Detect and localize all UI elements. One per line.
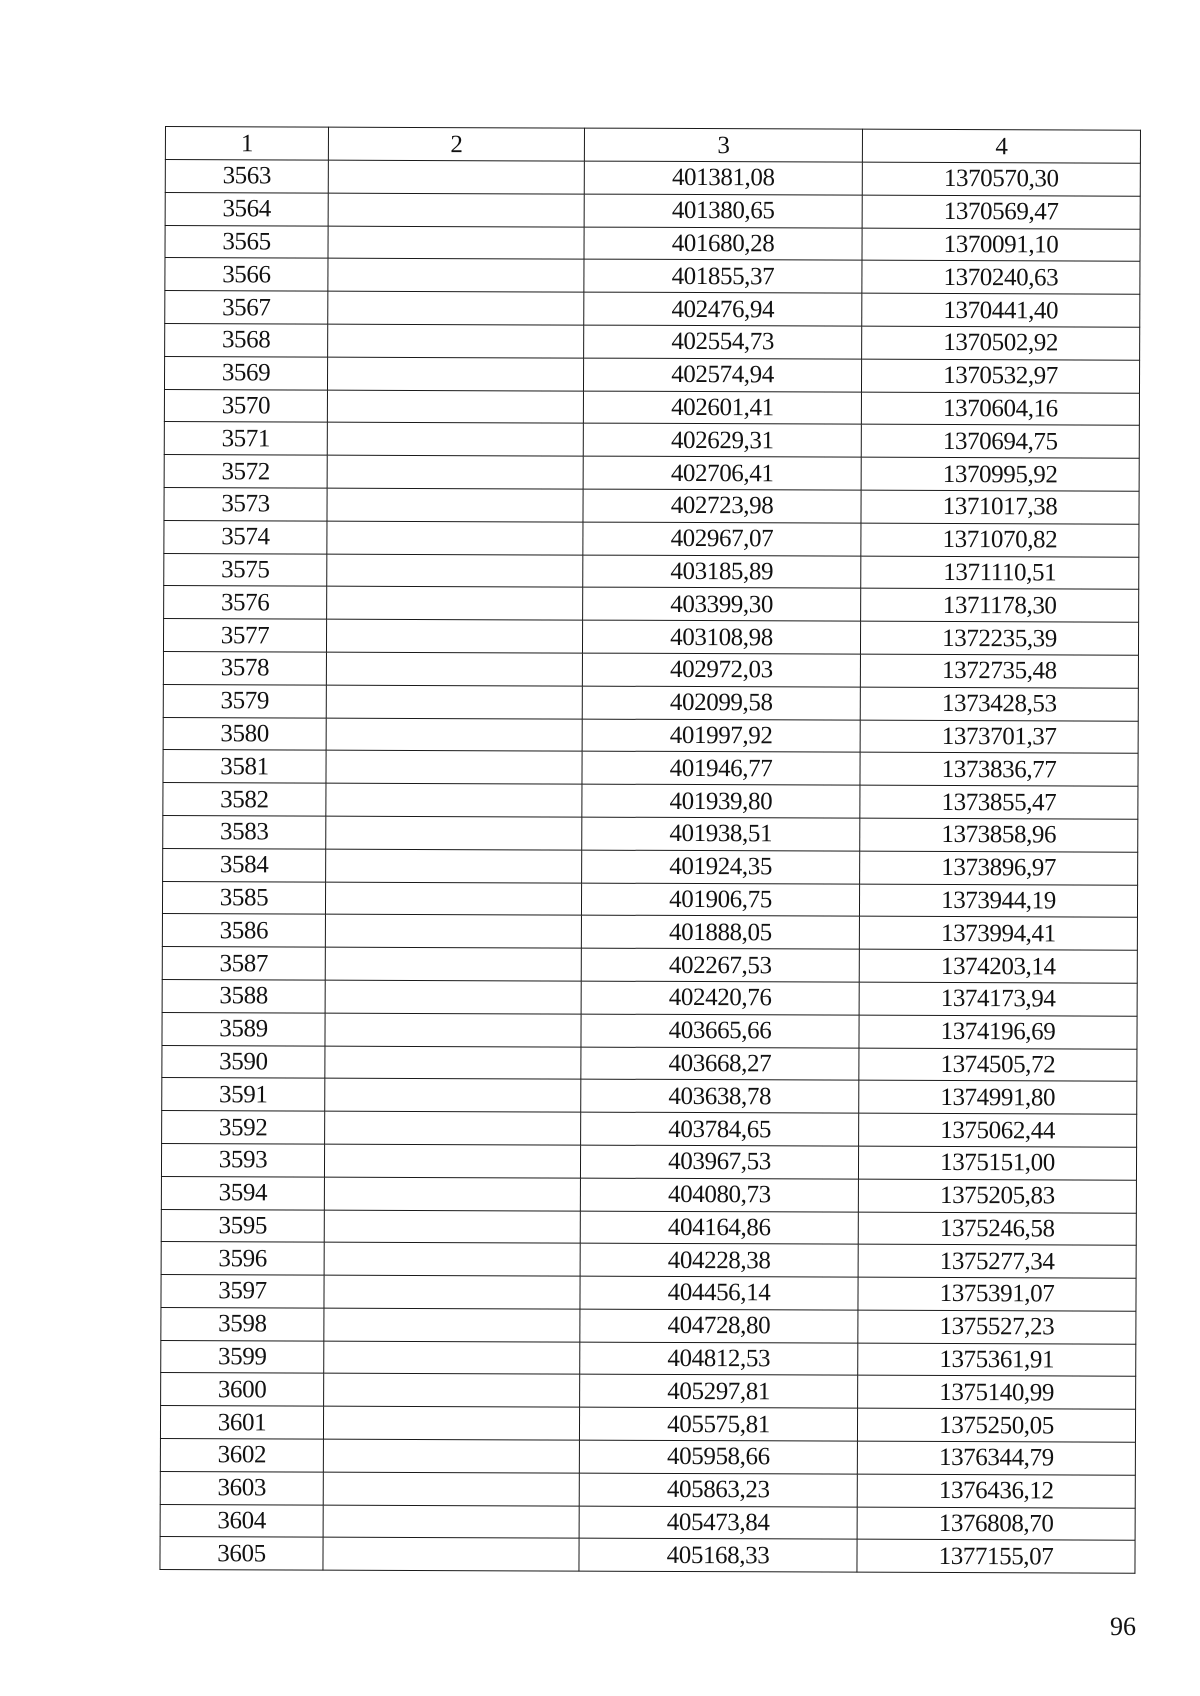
empty-cell	[326, 718, 582, 752]
x-coordinate-cell: 403185,89	[583, 555, 861, 589]
table-row	[164, 520, 1139, 557]
empty-cell	[325, 914, 581, 948]
point-number-cell: 3602	[160, 1439, 323, 1472]
empty-cell	[327, 586, 583, 620]
empty-cell	[326, 816, 582, 850]
table-row	[163, 783, 1138, 820]
table-row	[162, 914, 1137, 951]
point-number-cell: 3603	[160, 1471, 323, 1504]
empty-cell	[323, 1472, 579, 1506]
y-coordinate-cell: 1370569,47	[862, 195, 1140, 229]
point-number-cell: 3565	[165, 225, 328, 258]
x-coordinate-cell: 401906,75	[581, 883, 859, 917]
x-coordinate-cell: 402972,03	[582, 653, 860, 687]
point-number-cell: 3596	[161, 1242, 324, 1275]
y-coordinate-cell: 1373855,47	[860, 785, 1138, 819]
x-coordinate-cell: 402099,58	[582, 686, 860, 720]
point-number-cell: 3601	[160, 1406, 323, 1439]
point-number-cell: 3591	[162, 1078, 325, 1111]
empty-cell	[326, 783, 582, 817]
table-row	[165, 291, 1140, 328]
y-coordinate-cell: 1370240,63	[862, 261, 1140, 295]
empty-cell	[324, 1242, 580, 1276]
point-number-cell: 3589	[162, 1012, 325, 1045]
point-number-cell: 3577	[163, 619, 326, 652]
empty-cell	[325, 1078, 581, 1112]
empty-cell	[327, 521, 583, 555]
point-number-cell: 3604	[160, 1504, 323, 1537]
x-coordinate-cell: 401680,28	[584, 227, 862, 261]
y-coordinate-cell: 1375140,99	[858, 1376, 1136, 1410]
x-coordinate-cell: 401855,37	[584, 260, 862, 294]
y-coordinate-cell: 1375361,91	[858, 1343, 1136, 1377]
y-coordinate-cell: 1373836,77	[860, 753, 1138, 787]
y-coordinate-cell: 1375151,00	[858, 1146, 1136, 1180]
x-coordinate-cell: 403967,53	[580, 1145, 858, 1179]
x-coordinate-cell: 402554,73	[584, 325, 862, 359]
empty-cell	[325, 980, 581, 1014]
point-number-cell: 3570	[164, 389, 327, 422]
table-row	[161, 1209, 1136, 1246]
y-coordinate-cell: 1371178,30	[861, 589, 1139, 623]
empty-cell	[328, 160, 584, 194]
x-coordinate-cell: 401938,51	[582, 817, 860, 851]
y-coordinate-cell: 1370604,16	[861, 392, 1139, 426]
x-coordinate-cell: 404728,80	[580, 1309, 858, 1343]
empty-cell	[323, 1439, 579, 1473]
x-coordinate-cell: 403668,27	[581, 1047, 859, 1081]
y-coordinate-cell: 1375205,83	[858, 1179, 1136, 1213]
point-number-cell: 3571	[164, 422, 327, 455]
table-row	[160, 1504, 1135, 1541]
x-coordinate-cell: 404164,86	[580, 1211, 858, 1245]
point-number-cell: 3600	[161, 1373, 324, 1406]
y-coordinate-cell: 1376344,79	[857, 1441, 1135, 1475]
table-row	[162, 1078, 1137, 1115]
y-coordinate-cell: 1374196,69	[859, 1015, 1137, 1049]
column-header-1: 1	[165, 127, 328, 161]
x-coordinate-cell: 402629,31	[583, 423, 861, 457]
point-number-cell: 3583	[163, 815, 326, 848]
table-row	[164, 487, 1139, 524]
y-coordinate-cell: 1374203,14	[859, 949, 1137, 983]
y-coordinate-cell: 1372235,39	[860, 621, 1138, 655]
x-coordinate-cell: 401939,80	[582, 784, 860, 818]
x-coordinate-cell: 401924,35	[582, 850, 860, 884]
table-row	[160, 1406, 1135, 1443]
point-number-cell: 3563	[165, 160, 328, 193]
point-number-cell: 3594	[161, 1176, 324, 1209]
y-coordinate-cell: 1376808,70	[857, 1507, 1135, 1541]
table-body	[160, 160, 1140, 1574]
table-row	[165, 225, 1140, 262]
point-number-cell: 3568	[165, 323, 328, 356]
y-coordinate-cell: 1373858,96	[860, 818, 1138, 852]
table-row	[163, 750, 1138, 787]
table-row	[164, 389, 1139, 426]
x-coordinate-cell: 402574,94	[583, 358, 861, 392]
x-coordinate-cell: 405958,66	[579, 1440, 857, 1474]
y-coordinate-cell: 1376436,12	[857, 1474, 1135, 1508]
y-coordinate-cell: 1370570,30	[862, 162, 1140, 196]
point-number-cell: 3572	[164, 455, 327, 488]
table-row	[161, 1307, 1136, 1344]
y-coordinate-cell: 1374173,94	[859, 982, 1137, 1016]
x-coordinate-cell: 404456,14	[580, 1276, 858, 1310]
point-number-cell: 3566	[165, 258, 328, 291]
table-row	[162, 979, 1137, 1016]
y-coordinate-cell: 1371017,38	[861, 490, 1139, 524]
point-number-cell: 3574	[164, 520, 327, 553]
x-coordinate-cell: 403399,30	[583, 587, 861, 621]
table-row	[164, 422, 1139, 459]
y-coordinate-cell: 1375391,07	[858, 1277, 1136, 1311]
empty-cell	[325, 1111, 581, 1145]
table-row	[163, 717, 1138, 754]
y-coordinate-cell: 1373944,19	[859, 884, 1137, 918]
page-number: 96	[1110, 1612, 1136, 1641]
x-coordinate-cell: 402601,41	[583, 391, 861, 425]
table-row	[165, 323, 1140, 360]
table-row	[164, 455, 1139, 492]
empty-cell	[327, 488, 583, 522]
x-coordinate-cell: 401381,08	[584, 161, 862, 195]
empty-cell	[327, 357, 583, 391]
point-number-cell: 3593	[161, 1143, 324, 1176]
table-row	[160, 1439, 1135, 1476]
point-number-cell: 3586	[162, 914, 325, 947]
table-row	[165, 192, 1140, 229]
table-row	[162, 1111, 1137, 1148]
y-coordinate-cell: 1371070,82	[861, 523, 1139, 557]
header-row	[165, 127, 1140, 164]
x-coordinate-cell: 403784,65	[581, 1112, 859, 1146]
x-coordinate-cell: 403665,66	[581, 1014, 859, 1048]
x-coordinate-cell: 402706,41	[583, 456, 861, 490]
y-coordinate-cell: 1373428,53	[860, 687, 1138, 721]
point-number-cell: 3590	[162, 1045, 325, 1078]
point-number-cell: 3598	[161, 1307, 324, 1340]
point-number-cell: 3605	[160, 1537, 323, 1570]
column-header-2: 2	[328, 127, 584, 161]
empty-cell	[327, 423, 583, 457]
empty-cell	[323, 1505, 579, 1539]
point-number-cell: 3584	[163, 848, 326, 881]
point-number-cell: 3581	[163, 750, 326, 783]
table-row	[160, 1537, 1135, 1574]
table-row	[162, 1045, 1137, 1082]
y-coordinate-cell: 1375062,44	[859, 1113, 1137, 1147]
point-number-cell: 3599	[161, 1340, 324, 1373]
y-coordinate-cell: 1370441,40	[862, 293, 1140, 327]
empty-cell	[324, 1275, 580, 1309]
empty-cell	[323, 1406, 579, 1440]
point-number-cell: 3597	[161, 1275, 324, 1308]
table-row	[165, 160, 1140, 197]
x-coordinate-cell: 402267,53	[581, 948, 859, 982]
x-coordinate-cell: 401997,92	[582, 719, 860, 753]
x-coordinate-cell: 405863,23	[579, 1473, 857, 1507]
x-coordinate-cell: 404812,53	[580, 1342, 858, 1376]
point-number-cell: 3580	[163, 717, 326, 750]
empty-cell	[325, 1013, 581, 1047]
y-coordinate-cell: 1374991,80	[859, 1080, 1137, 1114]
y-coordinate-cell: 1370532,97	[861, 359, 1139, 393]
table-row	[161, 1242, 1136, 1279]
x-coordinate-cell: 401380,65	[584, 194, 862, 228]
point-number-cell: 3579	[163, 684, 326, 717]
table-row	[162, 881, 1137, 918]
y-coordinate-cell: 1375527,23	[858, 1310, 1136, 1344]
table-row	[164, 356, 1139, 393]
point-number-cell: 3588	[162, 979, 325, 1012]
empty-cell	[326, 849, 582, 883]
y-coordinate-cell: 1375250,05	[857, 1408, 1135, 1442]
table-header	[165, 127, 1140, 164]
empty-cell	[324, 1374, 580, 1408]
x-coordinate-cell: 403108,98	[582, 620, 860, 654]
empty-cell	[328, 259, 584, 293]
empty-cell	[328, 226, 584, 260]
y-coordinate-cell: 1370502,92	[862, 326, 1140, 360]
empty-cell	[325, 882, 581, 916]
point-number-cell: 3582	[163, 783, 326, 816]
empty-cell	[326, 619, 582, 653]
empty-cell	[327, 390, 583, 424]
table-row	[160, 1471, 1135, 1508]
x-coordinate-cell: 404080,73	[580, 1178, 858, 1212]
empty-cell	[324, 1144, 580, 1178]
table-row	[163, 651, 1138, 688]
table-row	[163, 619, 1138, 656]
table-row	[163, 684, 1138, 721]
empty-cell	[324, 1341, 580, 1375]
y-coordinate-cell: 1375246,58	[858, 1212, 1136, 1246]
table-row	[161, 1143, 1136, 1180]
y-coordinate-cell: 1370694,75	[861, 425, 1139, 459]
empty-cell	[327, 554, 583, 588]
y-coordinate-cell: 1370995,92	[861, 457, 1139, 491]
coordinates-table	[159, 126, 1141, 1574]
empty-cell	[328, 324, 584, 358]
empty-cell	[327, 455, 583, 489]
x-coordinate-cell: 402967,07	[583, 522, 861, 556]
x-coordinate-cell: 402723,98	[583, 489, 861, 523]
empty-cell	[323, 1538, 579, 1572]
table-row	[164, 586, 1139, 623]
x-coordinate-cell: 405473,84	[579, 1506, 857, 1540]
x-coordinate-cell: 402476,94	[584, 292, 862, 326]
empty-cell	[324, 1177, 580, 1211]
empty-cell	[328, 193, 584, 227]
table-row	[163, 848, 1138, 885]
point-number-cell: 3592	[162, 1111, 325, 1144]
point-number-cell: 3569	[164, 356, 327, 389]
point-number-cell: 3585	[162, 881, 325, 914]
point-number-cell: 3578	[163, 651, 326, 684]
x-coordinate-cell: 405297,81	[580, 1375, 858, 1409]
table-row	[162, 1012, 1137, 1049]
empty-cell	[326, 750, 582, 784]
point-number-cell: 3575	[164, 553, 327, 586]
y-coordinate-cell: 1370091,10	[862, 228, 1140, 262]
y-coordinate-cell: 1373994,41	[859, 917, 1137, 951]
table-row	[165, 258, 1140, 295]
x-coordinate-cell: 405168,33	[579, 1539, 857, 1573]
empty-cell	[325, 947, 581, 981]
table-row	[161, 1275, 1136, 1312]
empty-cell	[326, 685, 582, 719]
table-row	[161, 1340, 1136, 1377]
table-row	[161, 1176, 1136, 1213]
y-coordinate-cell: 1373896,97	[860, 851, 1138, 885]
empty-cell	[324, 1210, 580, 1244]
y-coordinate-cell: 1372735,48	[860, 654, 1138, 688]
point-number-cell: 3567	[165, 291, 328, 324]
table-row	[163, 815, 1138, 852]
y-coordinate-cell: 1375277,34	[858, 1244, 1136, 1278]
table-row	[164, 553, 1139, 590]
point-number-cell: 3564	[165, 192, 328, 225]
point-number-cell: 3595	[161, 1209, 324, 1242]
table-row	[161, 1373, 1136, 1410]
empty-cell	[324, 1308, 580, 1342]
x-coordinate-cell: 402420,76	[581, 981, 859, 1015]
point-number-cell: 3587	[162, 947, 325, 980]
x-coordinate-cell: 403638,78	[581, 1079, 859, 1113]
empty-cell	[328, 291, 584, 325]
y-coordinate-cell: 1377155,07	[857, 1540, 1135, 1574]
x-coordinate-cell: 401946,77	[582, 751, 860, 785]
point-number-cell: 3573	[164, 487, 327, 520]
empty-cell	[326, 652, 582, 686]
point-number-cell: 3576	[164, 586, 327, 619]
empty-cell	[325, 1046, 581, 1080]
x-coordinate-cell: 405575,81	[579, 1407, 857, 1441]
x-coordinate-cell: 404228,38	[580, 1243, 858, 1277]
table-row	[162, 947, 1137, 984]
x-coordinate-cell: 401888,05	[581, 915, 859, 949]
y-coordinate-cell: 1374505,72	[859, 1048, 1137, 1082]
y-coordinate-cell: 1373701,37	[860, 720, 1138, 754]
y-coordinate-cell: 1371110,51	[861, 556, 1139, 590]
column-header-4: 4	[862, 129, 1140, 163]
column-header-3: 3	[584, 128, 862, 162]
